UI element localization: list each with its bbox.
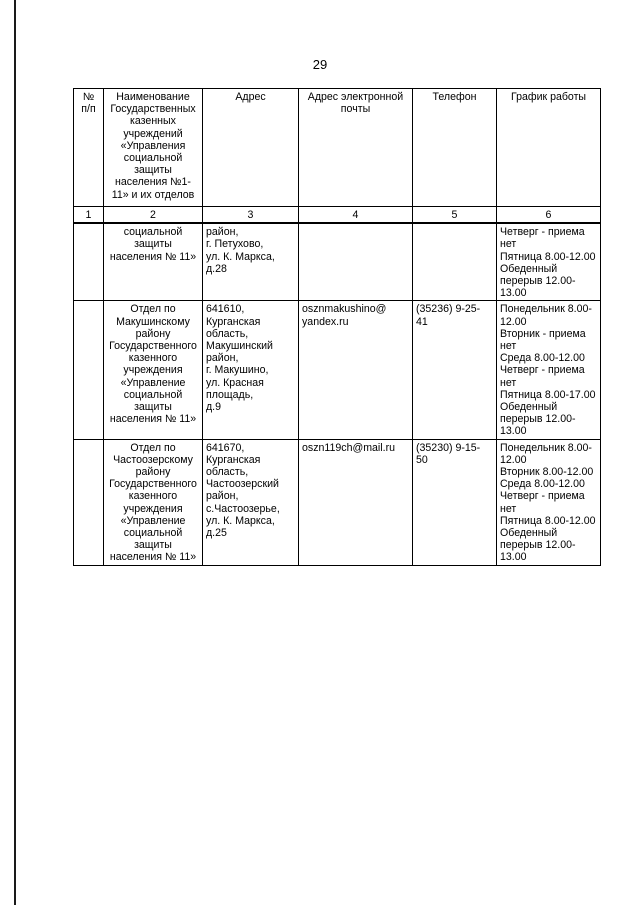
- scan-left-border: [14, 0, 16, 905]
- institution-address: район, г. Петухово, ул. К. Маркса, д.28: [203, 223, 299, 301]
- column-number: 4: [299, 207, 413, 224]
- column-number: 1: [74, 207, 104, 224]
- institution-email: oszn119ch@mail.ru: [299, 439, 413, 565]
- institution-schedule: Понедельник 8.00- 12.00 Вторник - приема нет Среда 8.00-12.00 Четверг - приема нет Пятница 8.00-17.00 Обеденный перерыв 12.00-13.00: [497, 301, 601, 439]
- page-number: 29: [312, 57, 328, 72]
- institution-name: Отдел по Частоозерскому району Государственного казенного учреждения «Управление социальной защиты населения № 11»: [104, 439, 203, 565]
- column-number: 6: [497, 207, 601, 224]
- institution-schedule: Понедельник 8.00- 12.00 Вторник 8.00-12.00 Среда 8.00-12.00 Четверг - приема нет Пятница 8.00-12.00 Обеденный перерыв 12.00-13.00: [497, 439, 601, 565]
- institution-schedule: Четверг - приема нет Пятница 8.00-12.00 Обеденный перерыв 12.00-13.00: [497, 223, 601, 301]
- column-number: 2: [104, 207, 203, 224]
- header-name: Наименование Государственных казенных учреждений «Управления социальной защиты населения №1- 11» и их отделов: [104, 89, 203, 207]
- row-number: [74, 301, 104, 439]
- institution-name: Отдел по Макушинскому району Государственного казенного учреждения «Управление социальной защиты населения № 11»: [104, 301, 203, 439]
- column-number-row: [74, 207, 601, 224]
- institution-phone: [413, 223, 497, 301]
- header-address: Адрес: [203, 89, 299, 207]
- institution-email: [299, 223, 413, 301]
- column-number: 5: [413, 207, 497, 224]
- table-row: [74, 301, 601, 439]
- institutions-table: [73, 88, 601, 566]
- institution-phone: (35230) 9-15- 50: [413, 439, 497, 565]
- header-schedule: График работы: [497, 89, 601, 207]
- institution-name: социальной защиты населения № 11»: [104, 223, 203, 301]
- header-number: № п/п: [74, 89, 104, 207]
- row-number: [74, 223, 104, 301]
- table-row: [74, 439, 601, 565]
- table-row: [74, 223, 601, 301]
- institution-address: 641670, Курганская область, Частоозерский район, с.Частоозерье, ул. К. Маркса, д.25: [203, 439, 299, 565]
- column-number: 3: [203, 207, 299, 224]
- row-number: [74, 439, 104, 565]
- header-phone: Телефон: [413, 89, 497, 207]
- header-email: Адрес электронной почты: [299, 89, 413, 207]
- institution-address: 641610, Курганская область, Макушинский район, г. Макушино, ул. Красная площадь, д.9: [203, 301, 299, 439]
- header-row: [74, 89, 601, 207]
- institution-phone: (35236) 9-25- 41: [413, 301, 497, 439]
- institution-email: osznmakushino@ yandex.ru: [299, 301, 413, 439]
